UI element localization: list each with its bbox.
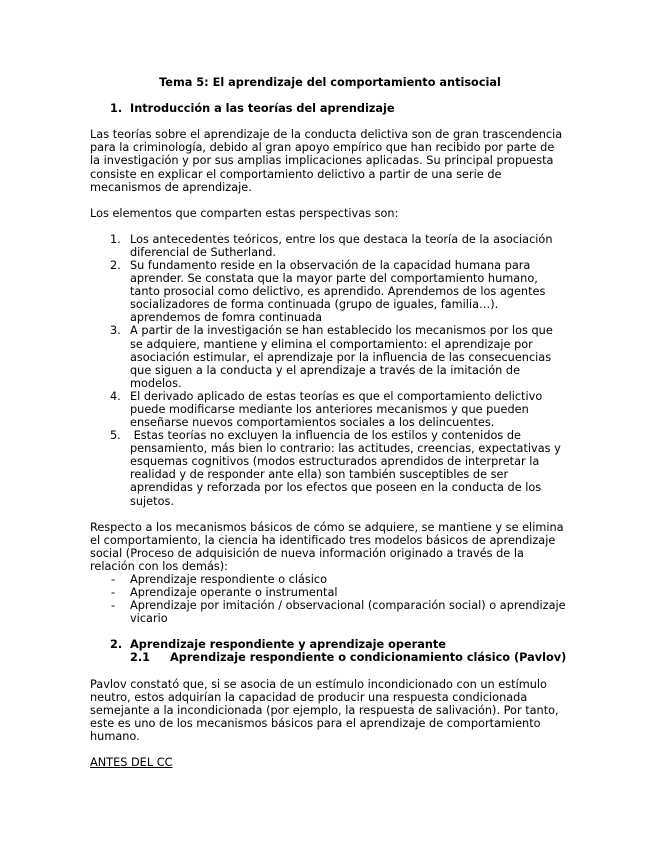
dash-marker: - [111, 586, 116, 600]
list-item-line: diferencial de Sutherland. [130, 246, 276, 260]
dash-list-item [90, 599, 570, 625]
dash-marker: - [111, 572, 116, 586]
mechanisms-paragraph-line: Respecto a los mecanismos básicos de cómo se adquiere, se mantiene y se elimina [90, 520, 564, 534]
intro-paragraph-line: Las teorías sobre el aprendizaje de la conducta delictiva son de gran trascendencia [90, 128, 563, 142]
mechanisms-paragraph-line: relación con los demás): [90, 559, 228, 573]
pavlov-paragraph-line: humano. [90, 729, 140, 743]
dash-list-item [90, 586, 570, 599]
list-item-line: tanto prosocial como delictivo, es aprendido. Aprendemos de los agentes [130, 285, 546, 299]
list-item-number: 5. [110, 429, 121, 443]
section-1-title: Introducción a las teorías del aprendizaje [130, 102, 395, 116]
document-title: Tema 5: El aprendizaje del comportamiento antisocial [159, 76, 501, 89]
pavlov-paragraph-line: Pavlov constató que, si se asocia de un estímulo incondicionado con un estímulo [90, 677, 547, 691]
list-item-line: asociación estimular, el aprendizaje por la influencia de las consecuencias [130, 350, 552, 364]
list-item-line: Estas teorías no excluyen la influencia de los estilos y contenidos de [130, 429, 522, 443]
antes-del-cc-label [90, 756, 570, 769]
mechanisms-paragraph [90, 521, 570, 573]
list-item-number: 1. [110, 232, 121, 246]
list-item [90, 233, 570, 259]
list-item-line: puede modificarse mediante los anteriores mecanismos y que pueden [130, 402, 529, 416]
list-item-line: aprendidas y reforzada por los efectos que poseen en la conducta de los [130, 481, 542, 495]
list-item-line: pensamiento, más bien lo contrario: las actitudes, creencias, expectativas y [130, 442, 561, 456]
list-item-line: esquemas cognitivos (modos estructurados aprendidos de interpretar la [130, 455, 540, 469]
list-item-number: 4. [110, 389, 121, 403]
section-2-1-number: 2.1 [130, 651, 151, 665]
learning-models-list [90, 573, 570, 625]
blank-line [90, 665, 570, 678]
intro-paragraph-line: la investigación y por sus amplias implicaciones aplicadas. Su principal propuesta [90, 154, 554, 168]
dash-list-item-line: Aprendizaje por imitación / observacional (comparación social) o aprendizaje [130, 599, 566, 613]
list-item-line: enseñarse nuevos comportamientos sociales a los delincuentes. [130, 416, 495, 430]
blank-line [90, 743, 570, 756]
section-1-number: 1. [110, 102, 123, 116]
dash-list-item-line: vicario [130, 612, 168, 626]
list-item-line: aprendemos de fomra continuada [130, 311, 323, 325]
list-item-line: modelos. [130, 376, 182, 390]
pavlov-paragraph [90, 678, 570, 743]
section-2-title: Aprendizaje respondiente y aprendizaje operante [130, 638, 446, 652]
list-item-number: 2. [110, 259, 121, 273]
section-1-heading [90, 102, 570, 115]
intro-paragraph-line: mecanismos de aprendizaje. [90, 180, 252, 194]
list-item [90, 429, 570, 507]
section-2-number: 2. [110, 638, 123, 652]
dash-list-item [90, 573, 570, 586]
antes-del-cc-text: ANTES DEL CC [90, 756, 173, 770]
intro-paragraph-line: para la criminología, debido al gran apoyo empírico que han recibido por parte de [90, 141, 555, 155]
section-2-1-title: Aprendizaje respondiente o condicionamiento clásico (Pavlov) [170, 651, 567, 665]
blank-line [90, 194, 570, 207]
list-item-line: que siguen a la conducta y el aprendizaje a través de la imitación de [130, 363, 521, 377]
pavlov-paragraph-line: este es uno de los mecanismos básicos para el aprendizaje de comportamiento [90, 716, 541, 730]
mechanisms-paragraph-line: social (Proceso de adquisición de nueva información originado a través de la [90, 546, 524, 560]
list-item-line: Los antecedentes teóricos, entre los que destaca la teoría de la asociación [130, 232, 553, 246]
list-item-line: A partir de la investigación se han establecido los mecanismos por los que [130, 324, 553, 338]
dash-marker: - [111, 599, 116, 613]
elements-numbered-list [90, 233, 570, 508]
dash-list-item-line: Aprendizaje respondiente o clásico [130, 572, 328, 586]
intro-paragraph [90, 128, 570, 193]
blank-line [90, 508, 570, 521]
blank-line [90, 89, 570, 102]
list-item-line: Su fundamento reside en la observación de la capacidad humana para [130, 259, 531, 273]
blank-line [90, 625, 570, 638]
section-2-heading [90, 638, 570, 651]
mechanisms-paragraph-line: el comportamiento, la ciencia ha identificado tres modelos básicos de aprendizaje [90, 533, 556, 547]
elements-intro: Los elementos que comparten estas perspectivas son: [90, 206, 399, 220]
list-item-line: realidad y de responder ante ella) son también susceptibles de ser [130, 468, 509, 482]
list-item-line: sujetos. [130, 494, 174, 508]
list-item-line: aprender. Se constata que la mayor parte del comportamiento humano, [130, 272, 538, 286]
list-item-line: se adquiere, mantiene y elimina el comportamiento: el aprendizaje por [130, 337, 533, 351]
list-item [90, 390, 570, 429]
list-item-line: socializadores de forma continuada (grupo de iguales, familia…). [130, 298, 499, 312]
section-2-1-heading [90, 651, 570, 664]
list-item-number: 3. [110, 324, 121, 338]
document-body [90, 76, 570, 769]
list-item-line: El derivado aplicado de estas teorías es que el comportamiento delictivo [130, 389, 543, 403]
list-item [90, 259, 570, 324]
blank-line [90, 220, 570, 233]
dash-list-item-line: Aprendizaje operante o instrumental [130, 586, 338, 600]
intro-paragraph-line: consiste en explicar el comportamiento delictivo a partir de una serie de [90, 167, 502, 181]
pavlov-paragraph-line: neutro, estos adquirían la capacidad de producir una respuesta condicionada [90, 690, 528, 704]
pavlov-paragraph-line: semejante a la incondicionada (por ejemplo, la respuesta de salivación). Por tanto, [90, 703, 559, 717]
blank-line [90, 115, 570, 128]
list-item [90, 324, 570, 389]
